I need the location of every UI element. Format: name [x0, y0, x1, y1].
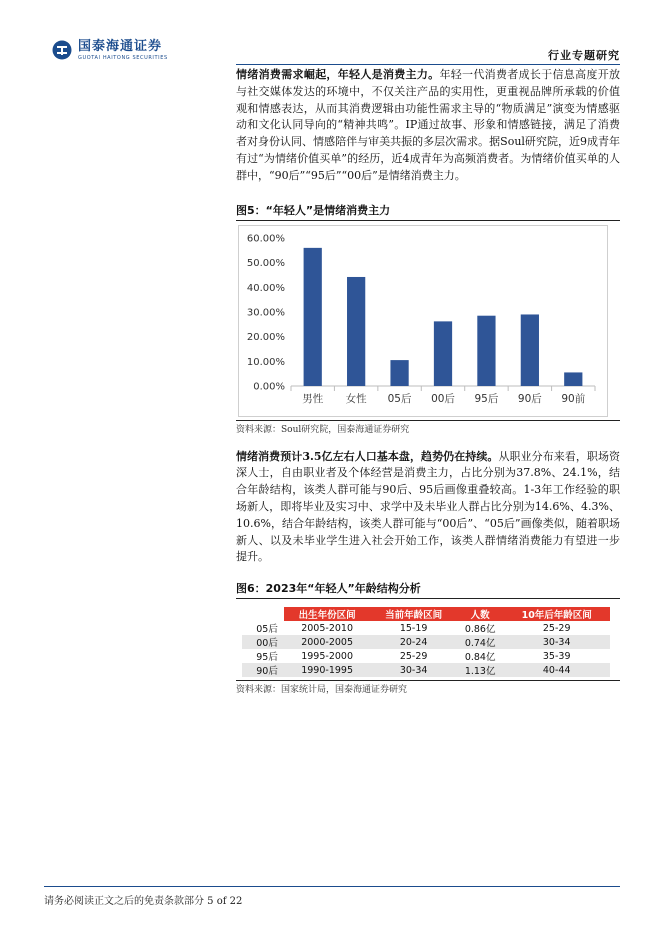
table-cell: 95后 [256, 652, 278, 664]
table-header-cell: 人数 [457, 607, 504, 621]
page-header [0, 0, 662, 64]
y-tick-label: 10.00% [246, 356, 285, 368]
table-cell: 25-29 [542, 622, 571, 634]
table-cell: 30-34 [503, 635, 610, 649]
table-header-cell: 出生年份区间 [284, 607, 371, 621]
report-type: 行业专题研究 [548, 49, 620, 62]
paragraph-lead: 情绪消费需求崛起，年轻人是消费主力。 [236, 68, 440, 81]
brand-name [78, 40, 168, 61]
y-tick-label: 40.00% [246, 282, 285, 294]
table-cell: 2005-2010 [301, 622, 354, 634]
brand-name-en: GUOTAI HAITONG SECURITIES [78, 55, 168, 61]
x-tick-label: 95后 [474, 392, 499, 405]
figure6-label: 图6： [236, 582, 266, 596]
table-row [242, 649, 610, 663]
y-tick-label: 0.00% [253, 381, 285, 393]
paragraph-body: 从职业分布来看，职场资深人士，自由职业者及个体经营是消费主力，占比分别为37.8%、24.1%，结合年龄结构，该类人群可能与90后、95后画像重叠较高。1-3年工作经验的职场新人，即将毕业及实习中、求学中及未毕业人群占比分别为14.6%、4.3%、10.6%，结合年龄结构，该类人群可能与“00后”、“05后”画像类似，随着职场新人、以及未毕业学生进入社会开始工作，该类人群情绪消费能力有望进一步提升。 [236, 449, 621, 564]
figure5-chart [238, 225, 608, 417]
footer-divider [44, 886, 620, 887]
x-tick-label: 00后 [431, 392, 455, 405]
bar [564, 372, 582, 386]
table-cell: 15-19 [399, 622, 428, 634]
table-cell: 25-29 [399, 650, 428, 662]
table-cell: 0.74亿 [457, 635, 504, 649]
table-cell: 2000-2005 [284, 635, 371, 649]
x-tick-label: 90后 [517, 392, 542, 405]
table-header-cell [242, 607, 284, 621]
table-cell: 0.86亿 [464, 624, 496, 636]
x-tick-label: 男性 [302, 392, 324, 405]
bar [521, 314, 539, 386]
y-tick-label: 20.00% [246, 331, 285, 343]
table-row [242, 663, 610, 677]
table-header-cell: 当前年龄区间 [370, 607, 457, 621]
paragraph-emotional-consumption [236, 67, 620, 185]
table-cell: 0.84亿 [464, 652, 496, 664]
bar-chart-svg [239, 226, 607, 416]
x-tick-label: 05后 [387, 392, 412, 405]
bar [347, 277, 365, 386]
table-cell: 1.13亿 [457, 663, 504, 677]
figure6-caption: 2023年“年轻人”年龄结构分析 [265, 582, 421, 596]
bar [477, 315, 495, 385]
table-cell: 1995-2000 [301, 650, 354, 662]
table-cell: 90后 [242, 663, 284, 677]
y-tick-label: 50.00% [246, 257, 285, 269]
table-header-row [242, 607, 610, 621]
figure5-caption: “年轻人”是情绪消费主力 [265, 203, 391, 217]
table-cell: 1990-1995 [284, 663, 371, 677]
y-tick-label: 60.00% [246, 233, 285, 245]
page-footer: 请务必阅读正文之后的免责条款部分 5 of 22 [44, 896, 243, 907]
table-row [242, 621, 610, 635]
table-cell: 20-24 [370, 635, 457, 649]
paragraph-body: 年轻一代消费者成长于信息高度开放与社交媒体发达的环境中，不仅关注产品的实用性，更重视品牌所承载的价值观和情感表达，从而其消费逻辑由功能性需求主导的“物质满足”演变为情感驱动和文化认同导向的“精神共鸣”。IP通过故事、形象和情感链接，满足了消费者对身份认同、情感陪伴与审美共振的多层次需求。据Soul研究院，近9成青年有过“为情绪价值买单”的经历，近4成青年为高频消费者。为情绪价值买单的人群中，“90后”“95后”“00后”是情绪消费主力。 [236, 68, 620, 182]
figure6-source: 资料来源：国家统计局，国泰海通证券研究 [236, 680, 620, 695]
x-tick-label: 90前 [561, 392, 586, 405]
table-cell: 40-44 [503, 663, 610, 677]
figure5-source: 资料来源：Soul研究院，国泰海通证券研究 [236, 420, 620, 435]
table-header-cell: 10年后年龄区间 [503, 607, 610, 621]
table-cell: 05后 [256, 624, 278, 636]
brand-logo-icon [52, 40, 72, 60]
header-divider [236, 64, 620, 65]
paragraph-lead: 情绪消费预计3.5亿左右人口基本盘，趋势仍在持续。 [236, 449, 499, 463]
paragraph-population-base [236, 449, 620, 567]
bar [390, 360, 408, 386]
table-cell: 30-34 [370, 663, 457, 677]
bar [434, 321, 452, 386]
main-content [236, 67, 620, 695]
table-cell: 00后 [242, 635, 284, 649]
x-tick-label: 女性 [345, 392, 367, 405]
table-cell: 35-39 [542, 650, 571, 662]
bar [304, 247, 322, 385]
figure5-label: 图5： [236, 203, 266, 217]
age-structure-table [242, 607, 610, 677]
figure5-title [236, 202, 620, 221]
table-row [242, 635, 610, 649]
figure6-title [236, 580, 620, 599]
brand-name-cn: 国泰海通证券 [78, 39, 163, 54]
y-tick-label: 30.00% [246, 307, 285, 319]
